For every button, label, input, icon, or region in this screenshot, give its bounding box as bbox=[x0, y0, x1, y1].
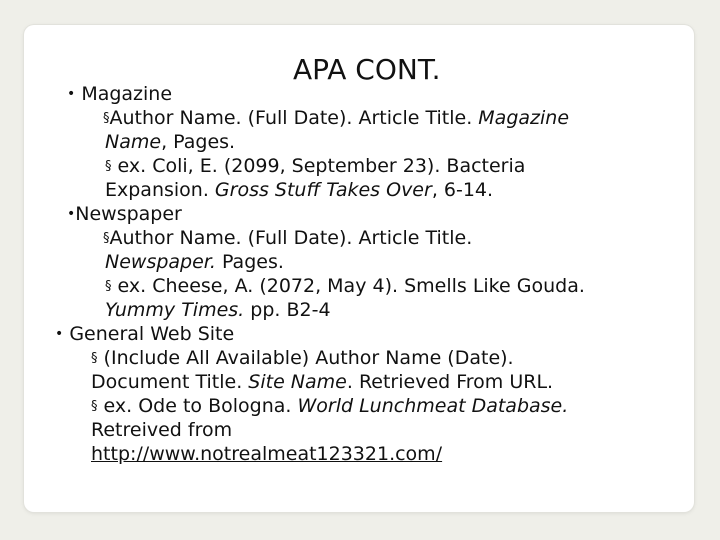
magazine-format-line-2 bbox=[105, 130, 235, 154]
newspaper-example-line-1 bbox=[105, 274, 585, 299]
newspaper-format-line-2 bbox=[105, 250, 284, 274]
web-format-line-2 bbox=[91, 370, 553, 394]
newspaper-format-text: Author Name. (Full Date). Article Title. bbox=[109, 227, 473, 249]
magazine-format-italic: Magazine bbox=[478, 107, 570, 129]
magazine-heading-text: Magazine bbox=[81, 83, 173, 105]
web-example-text: ex. Ode to Bologna. bbox=[103, 395, 298, 417]
magazine-format-line-1 bbox=[103, 106, 569, 131]
sub-bullet-marker: § bbox=[91, 351, 98, 366]
bullet-marker: • bbox=[55, 326, 64, 342]
magazine-example-italic: Gross Stuff Takes Over bbox=[214, 179, 432, 201]
newspaper-format-line-1 bbox=[103, 226, 472, 251]
sub-bullet-marker: § bbox=[105, 279, 112, 294]
newspaper-format-text-2: Pages. bbox=[215, 251, 284, 273]
web-example-italic: World Lunchmeat Database. bbox=[297, 395, 569, 417]
magazine-example-text: ex. Coli, E. (2099, September 23). Bacteria bbox=[117, 155, 526, 177]
web-example-line-3 bbox=[91, 442, 442, 466]
magazine-format-text: Author Name. (Full Date). Article Title. bbox=[109, 107, 479, 129]
magazine-heading bbox=[67, 82, 172, 106]
magazine-example-line-2 bbox=[105, 178, 493, 202]
example-url-link[interactable]: http://www.notrealmeat123321.com/ bbox=[91, 443, 443, 465]
magazine-example-line-1 bbox=[105, 154, 525, 179]
web-format-text: (Include All Available) Author Name (Date). bbox=[103, 347, 514, 369]
web-example-line-2 bbox=[91, 418, 232, 442]
sub-bullet-marker: § bbox=[103, 231, 110, 246]
sub-bullet-marker: § bbox=[105, 159, 112, 174]
newspaper-heading-text: Newspaper bbox=[75, 203, 182, 225]
web-format-text-2: Document Title. bbox=[91, 371, 249, 393]
web-heading bbox=[55, 322, 234, 346]
magazine-format-italic-2: Name bbox=[105, 131, 162, 153]
magazine-example-tail: , 6-14. bbox=[431, 179, 494, 201]
newspaper-example-line-2 bbox=[105, 298, 331, 322]
newspaper-example-text: ex. Cheese, A. (2072, May 4). Smells Like Gouda. bbox=[117, 275, 585, 297]
web-format-line-1 bbox=[91, 346, 514, 371]
newspaper-example-text-2: pp. B2-4 bbox=[244, 299, 331, 321]
newspaper-example-italic: Yummy Times. bbox=[105, 299, 245, 321]
web-format-tail: . Retrieved From URL. bbox=[346, 371, 554, 393]
bullet-marker: • bbox=[67, 86, 76, 102]
newspaper-heading bbox=[67, 202, 182, 226]
newspaper-format-italic: Newspaper. bbox=[105, 251, 216, 273]
web-example-text-2: Retreived from bbox=[91, 419, 233, 441]
web-heading-text: General Web Site bbox=[69, 323, 235, 345]
slide-title: APA CONT. bbox=[293, 53, 441, 86]
web-format-italic: Site Name bbox=[248, 371, 347, 393]
sub-bullet-marker: § bbox=[91, 399, 98, 414]
web-example-line-1 bbox=[91, 394, 568, 419]
sub-bullet-marker: § bbox=[103, 111, 110, 126]
bullet-marker: • bbox=[67, 206, 76, 222]
magazine-format-text-2: , Pages. bbox=[161, 131, 236, 153]
magazine-example-text-2: Expansion. bbox=[105, 179, 215, 201]
